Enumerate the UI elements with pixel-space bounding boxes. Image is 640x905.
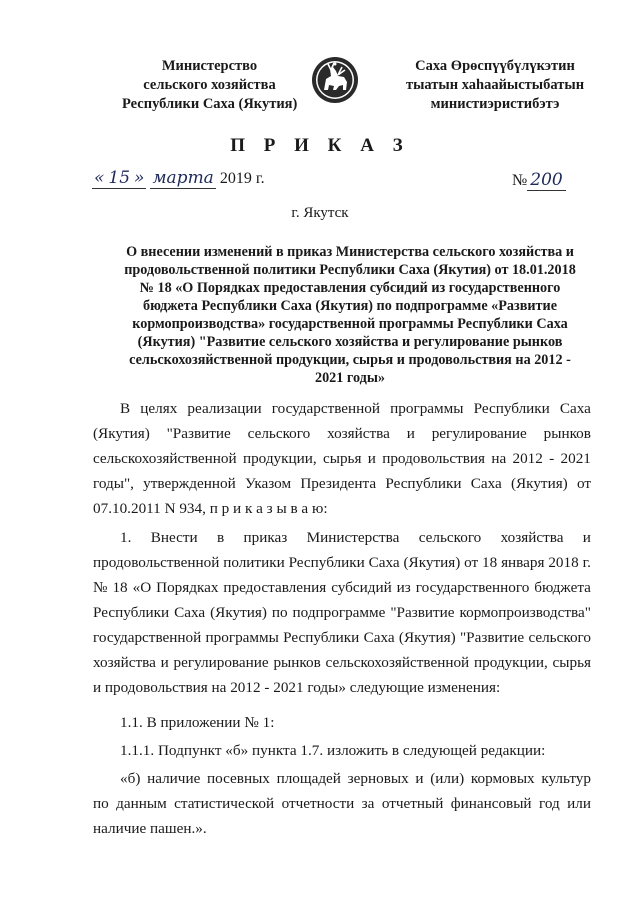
number-value: 200 xyxy=(527,170,565,191)
item-1-1-1 xyxy=(93,738,591,763)
subject-line: продовольственной политики Республики Саха (Якутия) от 18.01.2018 xyxy=(124,262,576,278)
ministry-name-yakut xyxy=(400,57,590,114)
subject-line: О внесении изменений в приказ Министерства сельского хозяйства и xyxy=(126,244,574,260)
paragraph-line: Республики Саха (Якутия) по подпрограмме "Развитие кормопроизводства" xyxy=(93,604,591,621)
paragraph-line: наличие пашен.». xyxy=(93,820,207,837)
order-date xyxy=(92,168,265,188)
paragraph-line: 07.10.2011 N 934, п р и к а з ы в а ю: xyxy=(93,500,328,517)
paragraph-line: 1.1.1. Подпункт «б» пункта 1.7. изложить в следующей редакции: xyxy=(120,742,546,759)
paragraph-line: хозяйства и регулирование рынков сельскохозяйственной продукции, сырья xyxy=(93,654,591,671)
city-label: г. Якутск xyxy=(291,205,349,221)
item-1-paragraph xyxy=(93,525,591,700)
header-left-line: Республики Саха (Якутия) xyxy=(122,96,298,112)
item-1-1 xyxy=(93,710,591,735)
paragraph-line: В целях реализации государственной программы Республики Саха xyxy=(120,400,591,417)
header-right-line: Саха Өрөспүүбүлүкэтин xyxy=(415,58,575,74)
paragraph-line: 1. Внести в приказ Министерства сельского хозяйства и xyxy=(120,529,591,546)
date-year: 2019 г. xyxy=(219,170,265,187)
date-day: 15 xyxy=(108,168,131,188)
preamble-paragraph xyxy=(93,396,591,521)
paragraph-line: государственной программы Республики Саха (Якутия) "Развитие сельского xyxy=(93,629,591,646)
date-month: марта xyxy=(152,168,214,188)
paragraph-line: № 18 «О Порядках предоставления субсидий из государственного бюджета xyxy=(93,579,591,596)
header-right-line: тыатын хаһаайыстыбатын xyxy=(405,77,585,93)
paragraph-line: годы", утвержденной Указом Президента Республики Саха (Якутия) от xyxy=(93,475,591,492)
ministry-name-russian xyxy=(122,57,297,114)
paragraph-line: «б) наличие посевных площадей зерновых и (или) кормовых культур xyxy=(120,770,591,787)
subject-line: сельскохозяйственной продукции, сырья и продовольствия на 2012 - xyxy=(129,352,571,368)
coat-of-arms-icon xyxy=(310,55,360,105)
paragraph-line: по данным статистической отчетности за отчетный финансовый год или xyxy=(93,795,591,812)
subject-line: (Якутия) "Развитие сельского хозяйства и регулирование рынков xyxy=(137,334,563,350)
order-subject xyxy=(100,243,600,387)
date-close-quote: » xyxy=(134,168,145,188)
header-left-line: Министерство xyxy=(161,58,258,74)
subject-line: № 18 «О Порядках предоставления субсидий из государственного xyxy=(139,280,561,296)
document-title: П Р И К А З xyxy=(230,135,410,156)
subject-line: бюджета Республики Саха (Якутия) по подпрограмме «Развитие xyxy=(142,298,558,314)
order-number xyxy=(512,170,566,190)
paragraph-line: и продовольствия на 2012 - 2021 годы» следующие изменения: xyxy=(93,679,501,696)
quoted-amendment xyxy=(93,766,591,841)
paragraph-line: продовольственной политики Республики Саха (Якутия) от 18 января 2018 г. xyxy=(93,554,591,571)
paragraph-line: 1.1. В приложении № 1: xyxy=(120,714,275,731)
subject-line: кормопроизводства» государственной программы Республики Саха xyxy=(132,316,568,332)
subject-line: 2021 годы» xyxy=(314,370,386,386)
header-left-line: сельского хозяйства xyxy=(143,77,276,93)
header-right-line: министиэристибэтэ xyxy=(430,96,560,112)
paragraph-line: сельскохозяйственной продукции, сырья и продовольствия на 2012 - 2021 xyxy=(93,450,591,467)
number-prefix: № xyxy=(512,172,528,189)
date-open-quote: « xyxy=(94,168,105,188)
paragraph-line: (Якутия) "Развитие сельского хозяйства и регулирование рынков xyxy=(93,425,591,442)
